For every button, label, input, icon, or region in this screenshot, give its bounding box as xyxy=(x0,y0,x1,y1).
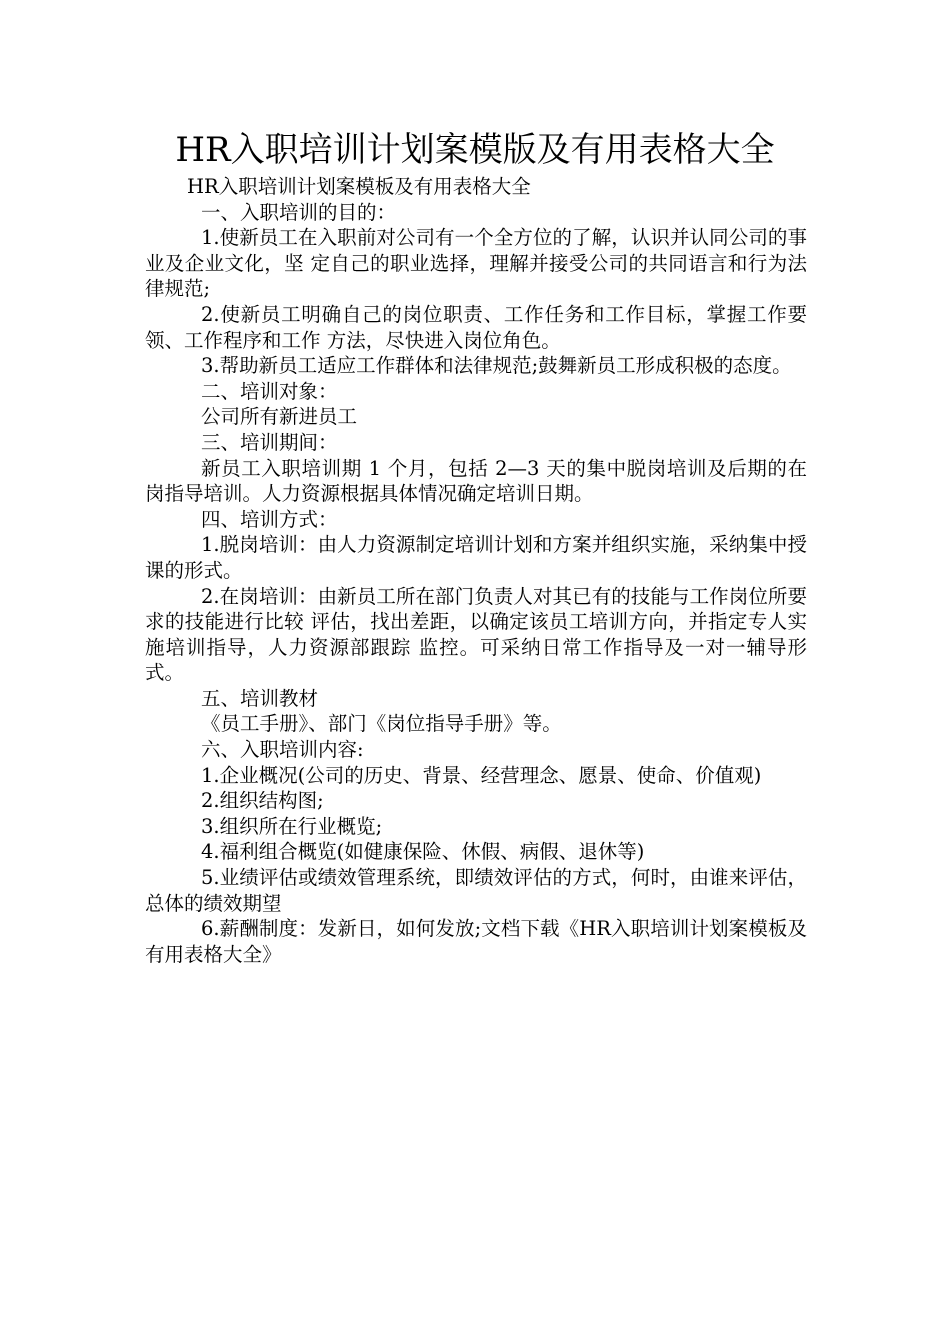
paragraph-purpose-3: 3.帮助新员工适应工作群体和法律规范;鼓舞新员工形成积极的态度。 xyxy=(201,354,792,378)
paragraph-materials: 《员工手册》、部门《岗位指导手册》等。 xyxy=(201,712,562,736)
section-heading-content: 六、入职培训内容: xyxy=(201,738,364,762)
document-subtitle: HR入职培训计划案模板及有用表格大全 xyxy=(187,175,531,198)
document-body xyxy=(145,174,807,967)
paragraph-content-5: 5.业绩评估或绩效管理系统，即绩效评估的方式，何时，由谁来评估，总体的绩效期望 xyxy=(145,866,807,915)
paragraph-content-1: 1.企业概况(公司的历史、背景、经营理念、愿景、使命、价值观) xyxy=(201,763,762,787)
paragraph-content-2: 2.组织结构图; xyxy=(201,789,324,813)
paragraph-content-3: 3.组织所在行业概览; xyxy=(201,814,383,838)
paragraph-period: 新员工入职培训期 1 个月，包括 2—3 天的集中脱岗培训及后期的在岗指导培训。人力资源根据具体情况确定培训日期。 xyxy=(145,456,807,506)
section-heading-target: 二、培训对象： xyxy=(201,379,338,403)
paragraph-content-4: 4.福利组合概览(如健康保险、休假、病假、退休等) xyxy=(201,840,645,864)
section-heading-materials: 五、培训教材 xyxy=(201,686,319,710)
paragraph-method-2: 2.在岗培训：由新员工所在部门负责人对其已有的技能与工作岗位所要求的技能进行比较 评估，找出差距，以确定该员工培训方向，并指定专人实施培训指导，人力资源部跟踪 监控。可采纳日常工作指导及一对一辅导形式。 xyxy=(145,584,807,685)
paragraph-purpose-1: 1.使新员工在入职前对公司有一个全方位的了解，认识并认同公司的事业及企业文化，坚 定自己的职业选择，理解并接受公司的共同语言和行为法律规范; xyxy=(145,226,807,301)
paragraph-purpose-2: 2.使新员工明确自己的岗位职责、工作任务和工作目标，掌握工作要领、工作程序和工作 方法，尽快进入岗位角色。 xyxy=(145,302,807,352)
section-heading-method: 四、培训方式： xyxy=(201,507,338,531)
section-heading-period: 三、培训期间： xyxy=(201,430,338,454)
paragraph-target: 公司所有新进员工 xyxy=(201,405,358,429)
document-title: HR入职培训计划案模版及有用表格大全 xyxy=(175,130,775,170)
section-heading-purpose: 一、入职培训的目的： xyxy=(201,200,397,224)
paragraph-method-1: 1.脱岗培训：由人力资源制定培训计划和方案并组织实施，采纳集中授课的形式。 xyxy=(145,533,807,582)
paragraph-content-6: 6.薪酬制度：发新日，如何发放;文档下载《HR入职培训计划案模板及有用表格大全》 xyxy=(145,917,807,966)
